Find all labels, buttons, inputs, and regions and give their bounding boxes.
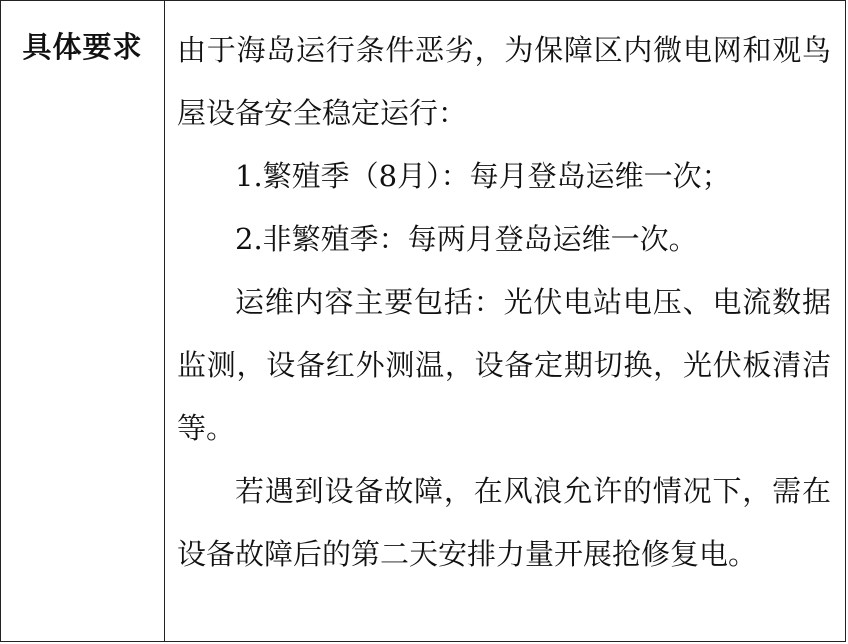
breeding-season-item: 1.繁殖季（8月）：每月登岛运维一次；: [235, 159, 731, 193]
intro-paragraph: 由于海岛运行条件恶劣，为保障区内微电网和观鸟屋设备安全稳定运行：: [177, 33, 831, 130]
requirements-content: [165, 1, 845, 641]
maintenance-content-paragraph: 运维内容主要包括：光伏电站电压、电流数据监测，设备红外测温，设备定期切换，光伏板清洁等。: [177, 285, 831, 445]
requirements-label: 具体要求: [1, 1, 165, 641]
fault-repair-paragraph: 若遇到设备故障，在风浪允许的情况下，需在设备故障后的第二天安排力量开展抢修复电。: [177, 474, 831, 571]
non-breeding-season-item: 2.非繁殖季：每两月登岛运维一次。: [235, 222, 698, 256]
